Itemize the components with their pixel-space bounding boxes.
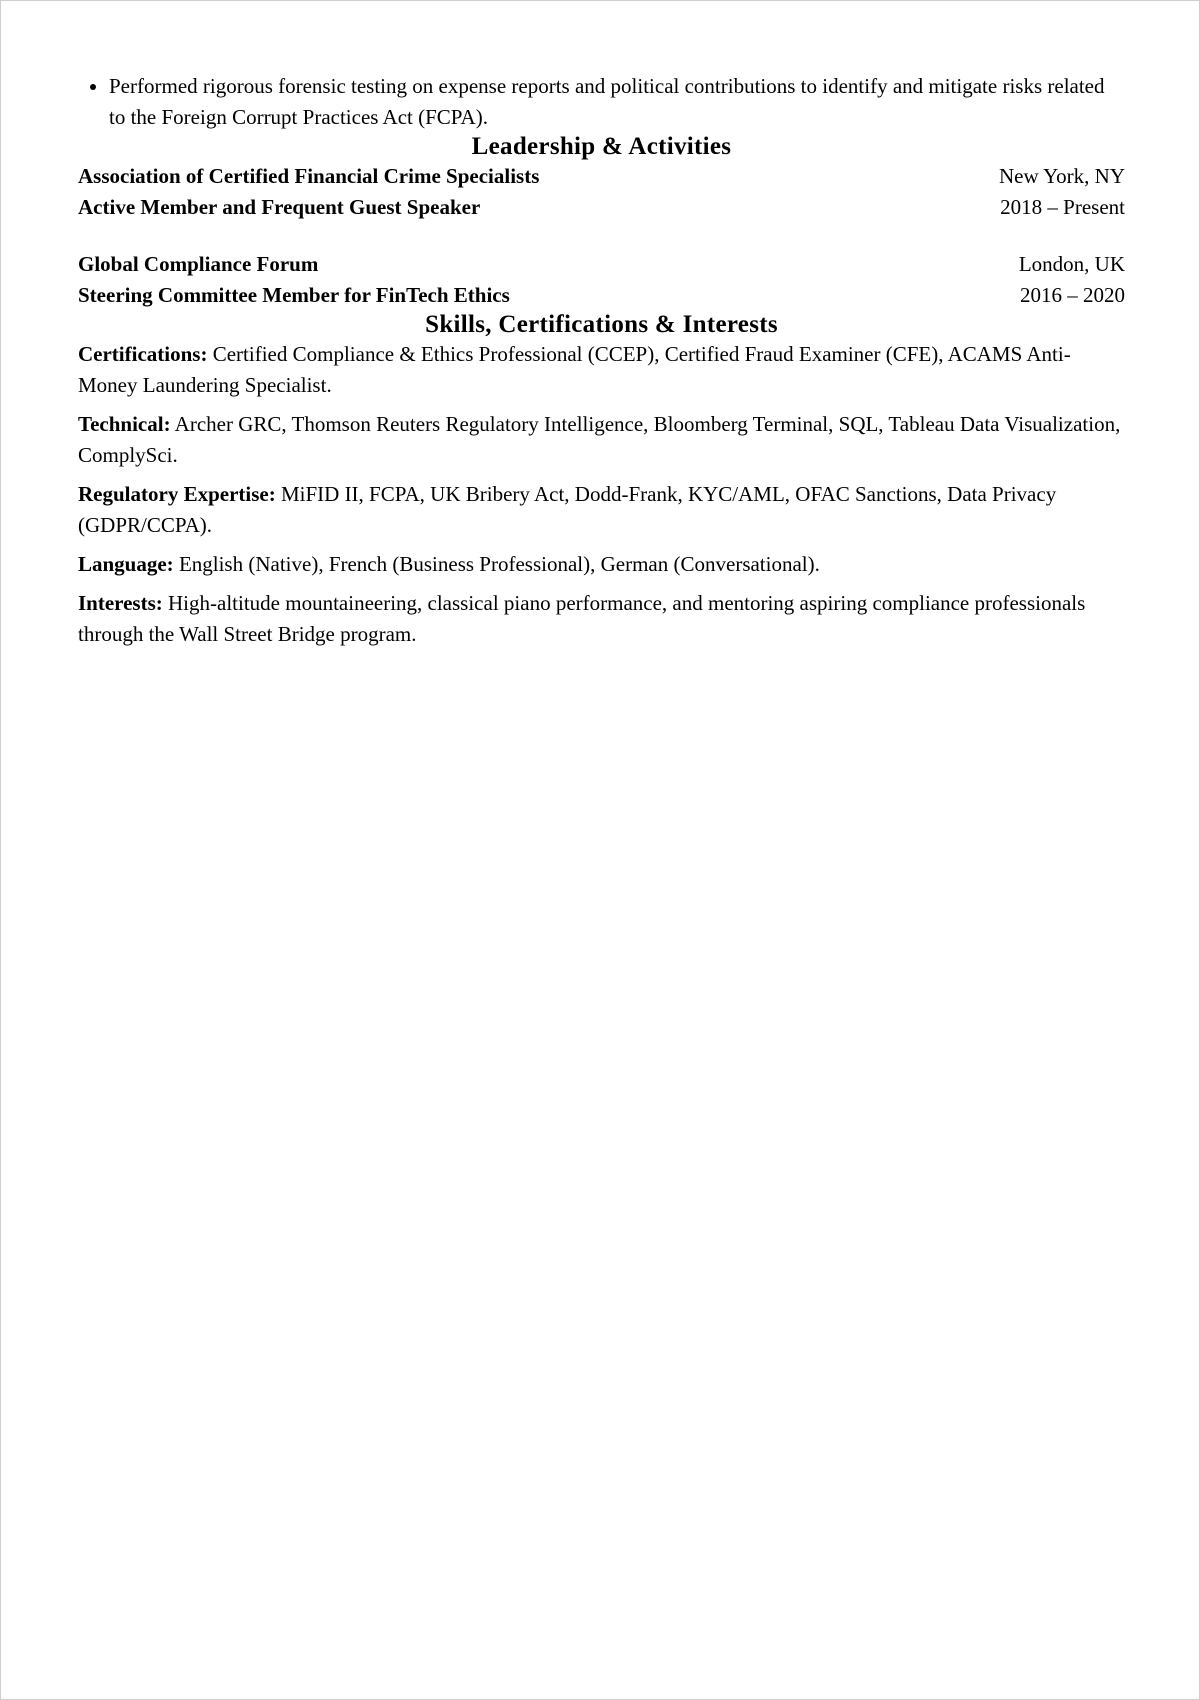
skill-technical bbox=[78, 409, 1125, 471]
entry-organization: Global Compliance Forum bbox=[78, 252, 319, 276]
entry-location: London, UK bbox=[1018, 252, 1125, 276]
skill-text: High-altitude mountaineering, classical piano performance, and mentoring aspiring compliance professionals through the Wall Street Bridge program. bbox=[78, 591, 1086, 646]
skill-interests bbox=[78, 588, 1125, 650]
skill-language bbox=[78, 549, 1125, 580]
entry-dates: 2016 – 2020 bbox=[1020, 283, 1125, 307]
skill-label: Language: bbox=[78, 552, 174, 576]
skill-certifications bbox=[78, 339, 1125, 401]
leadership-entry bbox=[78, 161, 1125, 223]
skill-label: Technical: bbox=[78, 412, 171, 436]
entry-role: Steering Committee Member for FinTech Ethics bbox=[78, 283, 510, 307]
leadership-section-title: Leadership & Activities bbox=[471, 133, 732, 160]
entry-organization: Association of Certified Financial Crime Specialists bbox=[78, 164, 540, 188]
skill-text: English (Native), French (Business Professional), German (Conversational). bbox=[178, 552, 820, 576]
entry-header-row bbox=[78, 249, 1125, 280]
page-content bbox=[78, 71, 1125, 658]
experience-bullet: • Performed rigorous forensic testing on expense reports and political contributions to identify and mitigate risks related to the Foreign Corrupt Practices Act (FCPA). bbox=[109, 71, 1125, 133]
entry-role: Active Member and Frequent Guest Speaker bbox=[78, 195, 481, 219]
skill-label: Interests: bbox=[78, 591, 163, 615]
experience-bullet-list bbox=[78, 71, 1125, 133]
skill-label: Regulatory Expertise: bbox=[78, 482, 276, 506]
entry-header-row bbox=[78, 161, 1125, 192]
entry-location: New York, NY bbox=[998, 164, 1125, 188]
entry-role-row bbox=[78, 280, 1125, 311]
entry-role-row bbox=[78, 192, 1125, 223]
entry-dates: 2018 – Present bbox=[1000, 195, 1125, 219]
leadership-entry bbox=[78, 249, 1125, 311]
skill-regulatory-expertise bbox=[78, 479, 1125, 541]
skill-text: Archer GRC, Thomson Reuters Regulatory Intelligence, Bloomberg Terminal, SQL, Tableau Data Visualization, ComplySci. bbox=[78, 412, 1121, 467]
skill-text: Certified Compliance & Ethics Professional (CCEP), Certified Fraud Examiner (CFE), ACAMS Anti-Money Laundering Specialist. bbox=[78, 342, 1071, 397]
skill-text: MiFID II, FCPA, UK Bribery Act, Dodd-Frank, KYC/AML, OFAC Sanctions, Data Privacy (GDPR/CCPA). bbox=[78, 482, 1057, 537]
skills-section-title: Skills, Certifications & Interests bbox=[425, 311, 778, 338]
skill-label: Certifications: bbox=[78, 342, 208, 366]
